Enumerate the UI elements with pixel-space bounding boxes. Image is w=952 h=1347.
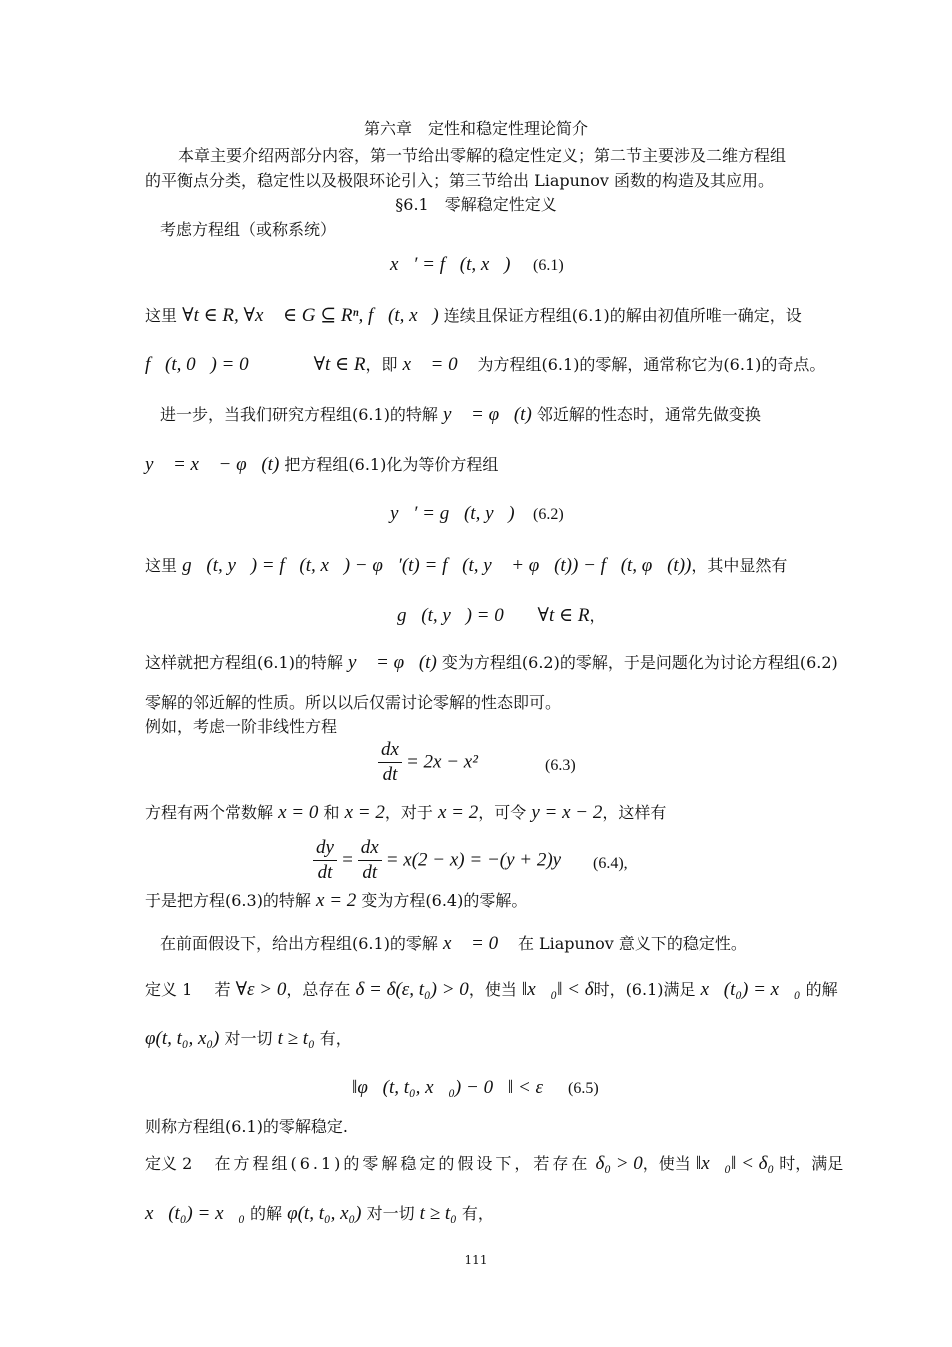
math-inline: δ₀ > 0: [595, 1153, 643, 1174]
math-inline: x = 2: [316, 890, 357, 911]
equation-6-2: [390, 503, 515, 525]
math-inline: x⃗(t₀) = x⃗₀: [145, 1203, 245, 1224]
paragraph-1-line-2: [145, 354, 825, 376]
text: 在 Liapunov 意义下的稳定性。: [517, 934, 747, 953]
math-inline: y⃗ = x⃗ − φ⃗(t): [145, 454, 280, 475]
math-inline: ‖x⃗₀‖ < δ: [521, 979, 594, 1000]
math-inline: ∀t ∈ R, ∀x⃗ ∈ G ⊆ Rⁿ, f⃗(t, x⃗): [182, 305, 439, 326]
text: 这里: [145, 306, 178, 325]
text: 若: [214, 980, 231, 999]
text: 在前面假设下，给出方程组(6.1)的零解: [160, 934, 438, 953]
text: ，对于: [384, 803, 433, 822]
math-inline: f⃗(t, 0⃗) = 0⃗: [145, 354, 264, 375]
paragraph-1-line-1: [145, 305, 802, 327]
math-inline: x = 2: [437, 802, 479, 823]
equation-6-4: $\frac{dy}{dt}$ = $\frac{dx}{dt}$ = x(2 − x) = −(y + 2)y: [313, 836, 561, 885]
text: 有，: [461, 1204, 494, 1223]
equation-label: (6.3): [545, 757, 576, 774]
paragraph-2-line-2: [145, 454, 498, 476]
math-inline: y = x − 2: [531, 802, 603, 823]
consider-text: 考虑方程组（或称系统）: [160, 220, 337, 239]
fraction-dx-dt: [378, 738, 402, 787]
denominator: dt: [382, 764, 398, 785]
text: 这里: [145, 556, 178, 575]
math-inline: φ(t, t₀, x₀): [287, 1203, 362, 1224]
definition-1-line-2: [145, 1028, 352, 1050]
text: 把方程组(6.1)化为等价方程组: [284, 455, 499, 474]
definition-1-conclusion: 则称方程组(6.1)的零解稳定.: [145, 1117, 349, 1136]
equation-label: (6.2): [533, 506, 564, 523]
equation-rhs: = 2x − x²: [405, 751, 478, 773]
text: 变为方程(6.4)的零解。: [361, 891, 528, 910]
equation-6-1: [390, 254, 510, 276]
text: 和: [323, 803, 340, 822]
math-inline: x = 0: [278, 802, 319, 823]
paragraph-4-line-1: [145, 652, 838, 674]
math-inline: δ = δ(ε, t₀) > 0: [355, 979, 469, 1000]
text: 在方程组(6.1)的零解稳定的假设下，若存在: [214, 1154, 591, 1173]
equation-rhs: = x(2 − x) = −(y + 2)y: [385, 849, 562, 871]
text: ，: [589, 608, 606, 625]
text: 连续且保证方程组(6.1)的解由初值所唯一确定，设: [443, 306, 802, 325]
chapter-title: 第六章 定性和稳定性理论简介: [363, 119, 588, 138]
paragraph-7: [160, 933, 747, 955]
equation-expression: y⃗′ = g⃗(t, y⃗): [390, 503, 515, 524]
text: 这样就把方程组(6.1)的特解: [145, 653, 343, 672]
math-inline: ∀ε > 0: [235, 979, 287, 1000]
equation-6-5: [352, 1077, 543, 1099]
equation-g-zero: [397, 603, 605, 627]
text: ，使当: [468, 980, 517, 999]
text: ，即: [365, 355, 398, 374]
text: ，其中显然有: [691, 556, 788, 575]
fraction-dx-dt: [358, 836, 382, 885]
text: 的解: [805, 980, 838, 999]
text: ，可令: [478, 803, 527, 822]
text: 时，满足: [779, 1154, 844, 1173]
math-inline: y⃗ = φ⃗(t): [348, 652, 437, 673]
paragraph-2-line-1: [160, 404, 761, 426]
math-inline: y⃗ = φ⃗(t): [443, 404, 532, 425]
text: 的解: [249, 1204, 282, 1223]
math-inline: ∀t ∈ R: [313, 354, 366, 375]
definition-label: 定义 1: [145, 980, 193, 999]
fraction-dy-dt: [313, 836, 337, 885]
equation-label: (6.4),: [593, 855, 628, 872]
text: 邻近解的性态时，通常先做变换: [536, 405, 761, 424]
paragraph-4-line-3: 例如，考虑一阶非线性方程: [145, 717, 338, 736]
equation-label: (6.5): [568, 1080, 599, 1097]
text: 变为方程组(6.2)的零解，于是问题化为讨论方程组(6.2): [441, 653, 838, 672]
definition-1-line-1: [145, 979, 838, 1001]
definition-2-line-2: [145, 1203, 494, 1225]
text: 为方程组(6.1)的零解，通常称它为(6.1)的奇点。: [477, 355, 826, 374]
math-inline: φ(t, t₀, x₀): [145, 1028, 220, 1049]
page-number: 111: [464, 1253, 488, 1267]
paragraph-5: [145, 802, 666, 824]
math-inline: ‖x⃗₀‖ < δ₀: [695, 1153, 775, 1174]
equation-expression: x⃗′ = f⃗(t, x⃗): [390, 254, 511, 275]
denominator: dt: [362, 862, 378, 883]
paragraph-3: [145, 555, 787, 577]
math-inline: x⃗ = 0⃗: [402, 354, 473, 375]
text: 时，(6.1)满足: [593, 980, 696, 999]
math-inline: g⃗(t, y⃗) = f⃗(t, x⃗) − φ⃗′(t) = f⃗(t, y⃗ + φ⃗(t)) − f⃗(t, φ⃗(t)): [182, 555, 692, 576]
intro-line-1: 本章主要介绍两部分内容，第一节给出零解的稳定性定义；第二节主要涉及二维方程组: [178, 146, 787, 165]
math-inline: t ≥ t₀: [419, 1203, 457, 1224]
math-inline: x⃗ = 0⃗: [443, 933, 513, 954]
text: 对一切: [224, 1029, 273, 1048]
equation-6-3: [378, 738, 478, 787]
section-title: §6.1 零解稳定性定义: [395, 195, 557, 214]
text: 方程有两个常数解: [145, 803, 274, 822]
paragraph-4-line-2: 零解的邻近解的性质。所以以后仅需讨论零解的性态即可。: [145, 693, 562, 712]
math-inline: t ≥ t₀: [277, 1028, 315, 1049]
text: 有，: [319, 1029, 352, 1048]
paragraph-6: [145, 890, 527, 912]
denominator: dt: [317, 862, 333, 883]
text: 对一切: [366, 1204, 415, 1223]
intro-line-2: 的平衡点分类，稳定性以及极限环论引入；第三节给出 Liapunov 函数的构造及其应用。: [145, 171, 774, 190]
text: 进一步，当我们研究方程组(6.1)的特解: [160, 405, 438, 424]
text: ，使当: [642, 1154, 691, 1173]
numerator: dx: [358, 836, 382, 861]
definition-label: 定义 2: [145, 1154, 193, 1173]
text: 于是把方程(6.3)的特解: [145, 891, 311, 910]
math-inline: x⃗(t₀) = x⃗₀: [700, 979, 801, 1000]
equation-expression: ‖φ⃗(t, t₀, x⃗₀) − 0⃗‖ < ε: [352, 1077, 544, 1098]
equation-label: (6.1): [533, 257, 564, 274]
text: ，这样有: [602, 803, 667, 822]
numerator: dy: [313, 836, 337, 861]
numerator: dx: [378, 738, 402, 763]
text: ，总存在: [286, 980, 351, 999]
math-inline: x = 2: [344, 802, 385, 823]
equation-expression: g⃗(t, y⃗) = 0⃗ ∀t ∈ R: [397, 605, 590, 626]
definition-2-line-1: [145, 1153, 843, 1175]
